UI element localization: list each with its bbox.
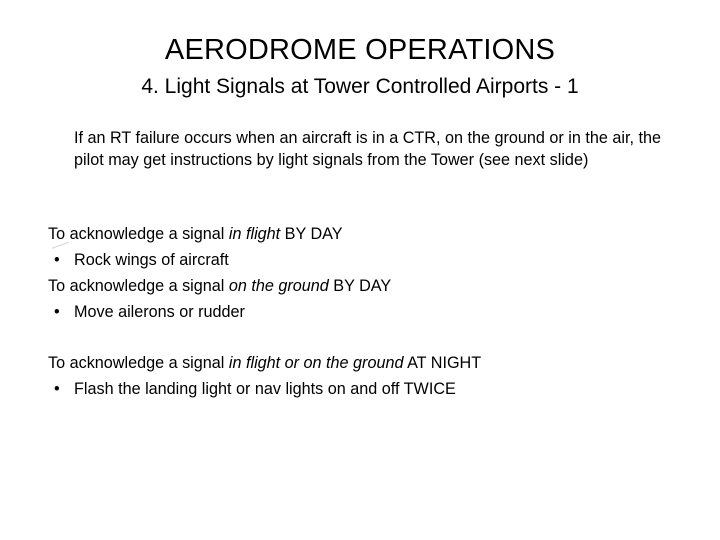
night-bullet-text: Flash the landing light or nav lights on and off TWICE — [74, 380, 456, 398]
day-flight-suffix: BY DAY — [280, 225, 343, 243]
day-ground-heading — [48, 273, 688, 299]
day-ground-prefix: To acknowledge a signal — [48, 277, 229, 295]
day-flight-emphasis: in flight — [228, 225, 281, 243]
day-ground-suffix: BY DAY — [328, 277, 392, 295]
night-suffix: AT NIGHT — [403, 354, 482, 372]
night-emphasis: in flight or on the ground — [228, 354, 404, 372]
day-flight-bullet-item — [48, 247, 688, 273]
day-ground-emphasis: on the ground — [228, 277, 329, 295]
slide-subtitle: 4. Light Signals at Tower Controlled Airports - 1 — [141, 75, 579, 98]
day-flight-heading — [48, 221, 688, 247]
night-acknowledgement-block — [48, 350, 688, 402]
night-heading — [48, 350, 688, 376]
day-ground-bullet-text: Move ailerons or rudder — [74, 303, 245, 321]
bullet-glyph: • — [54, 380, 60, 398]
bullet-glyph: • — [54, 251, 60, 269]
day-flight-prefix: To acknowledge a signal — [48, 225, 229, 243]
bullet-glyph: • — [54, 303, 60, 321]
day-acknowledgement-block — [48, 221, 688, 325]
slide-title: AERODROME OPERATIONS — [164, 34, 556, 66]
night-prefix: To acknowledge a signal — [48, 354, 229, 372]
intro-paragraph: If an RT failure occurs when an aircraft is in a CTR, on the ground or in the air, the pilot may get instructions by light signals from the Tower (see next slide) — [74, 129, 661, 169]
day-flight-bullet-text: Rock wings of aircraft — [74, 251, 229, 269]
night-bullet-item — [48, 376, 688, 402]
day-ground-bullet-item — [48, 299, 688, 325]
